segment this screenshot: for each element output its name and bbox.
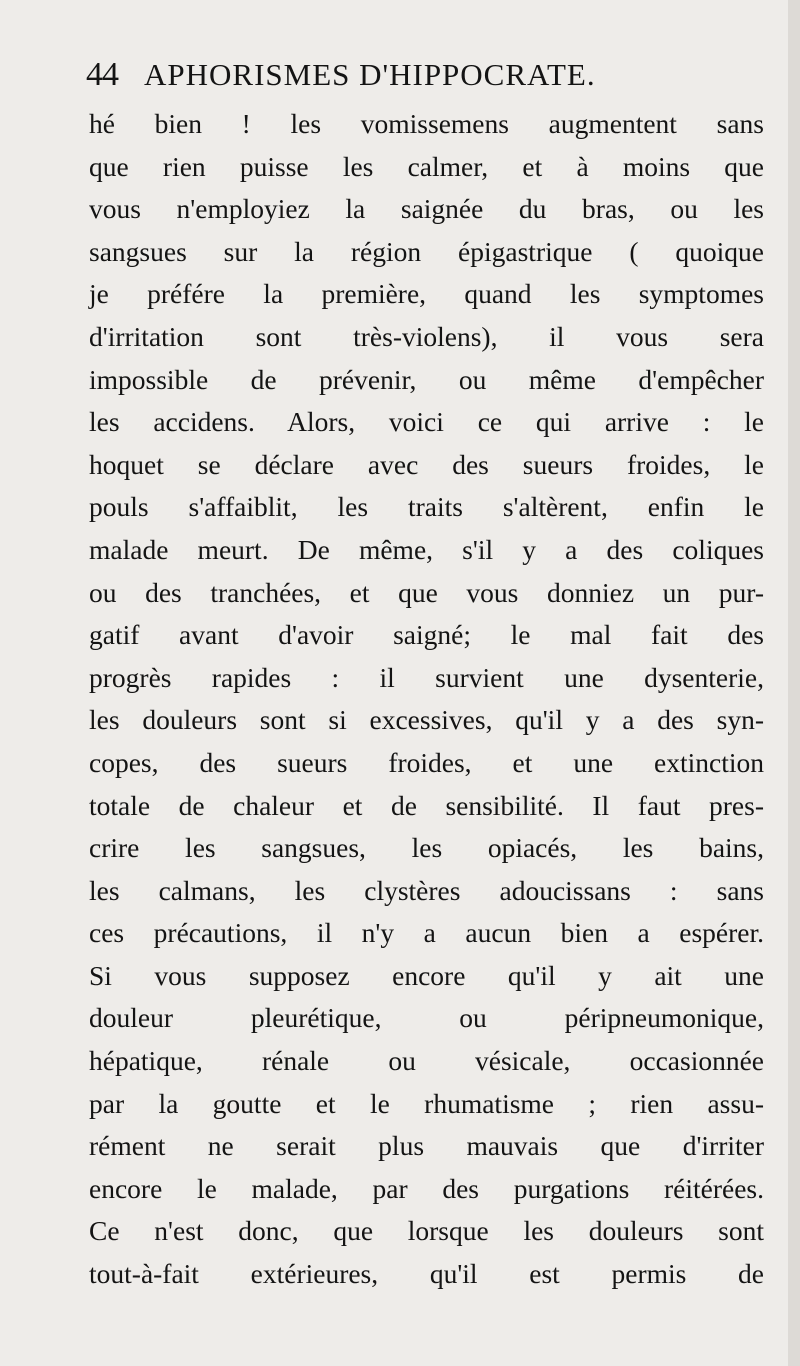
text-line: hépatique, rénale ou vésicale, occasionnée xyxy=(89,1045,764,1077)
text-line: sangsues sur la région épigastrique ( quoique xyxy=(89,235,764,267)
text-line: impossible de prévenir, ou même d'empêcher xyxy=(89,363,764,395)
page-number: 44 xyxy=(86,56,118,93)
text-line: hoquet se déclare avec des sueurs froides, le xyxy=(89,448,764,480)
text-line: d'irritation sont très-violens), il vous sera xyxy=(89,320,764,352)
page-edge xyxy=(788,0,800,1366)
text-line: les accidens. Alors, voici ce qui arrive : le xyxy=(89,406,764,438)
text-line: Ce n'est donc, que lorsque les douleurs sont xyxy=(89,1215,764,1247)
text-line: ces précautions, il n'y a aucun bien a espérer. xyxy=(89,917,764,949)
text-line: que rien puisse les calmer, et à moins que xyxy=(89,150,764,182)
text-line: Si vous supposez encore qu'il y ait une xyxy=(89,959,764,991)
page-header xyxy=(86,54,706,96)
running-title: APHORISMES D'HIPPOCRATE. xyxy=(144,57,596,92)
text-line: progrès rapides : il survient une dysenterie, xyxy=(89,661,764,693)
text-line: rément ne serait plus mauvais que d'irriter xyxy=(89,1130,764,1162)
text-line: totale de chaleur et de sensibilité. Il faut pres- xyxy=(89,789,764,821)
text-line: copes, des sueurs froides, et une extinction xyxy=(89,746,764,778)
text-line: tout-à-fait extérieures, qu'il est permis de xyxy=(89,1258,764,1290)
text-line: par la goutte et le rhumatisme ; rien assu- xyxy=(89,1087,764,1119)
text-line: pouls s'affaiblit, les traits s'altèrent, enfin le xyxy=(89,491,764,523)
text-line: crire les sangsues, les opiacés, les bains, xyxy=(89,832,764,864)
text-line: ou des tranchées, et que vous donniez un pur- xyxy=(89,576,764,608)
text-line: vous n'employiez la saignée du bras, ou les xyxy=(89,193,764,225)
text-line: les douleurs sont si excessives, qu'il y a des syn- xyxy=(89,704,764,736)
text-line: hé bien ! les vomissemens augmentent sans xyxy=(89,108,764,139)
text-line: douleur pleurétique, ou péripneumonique, xyxy=(89,1002,764,1034)
text-line: gatif avant d'avoir saigné; le mal fait des xyxy=(89,619,764,651)
text-line: malade meurt. De même, s'il y a des coliques xyxy=(89,533,764,565)
text-line: encore le malade, par des purgations réitérées. xyxy=(89,1172,764,1204)
text-line: les calmans, les clystères adoucissans : sans xyxy=(89,874,764,906)
text-line: je préfére la première, quand les symptomes xyxy=(89,278,764,310)
body-text xyxy=(89,103,764,1296)
